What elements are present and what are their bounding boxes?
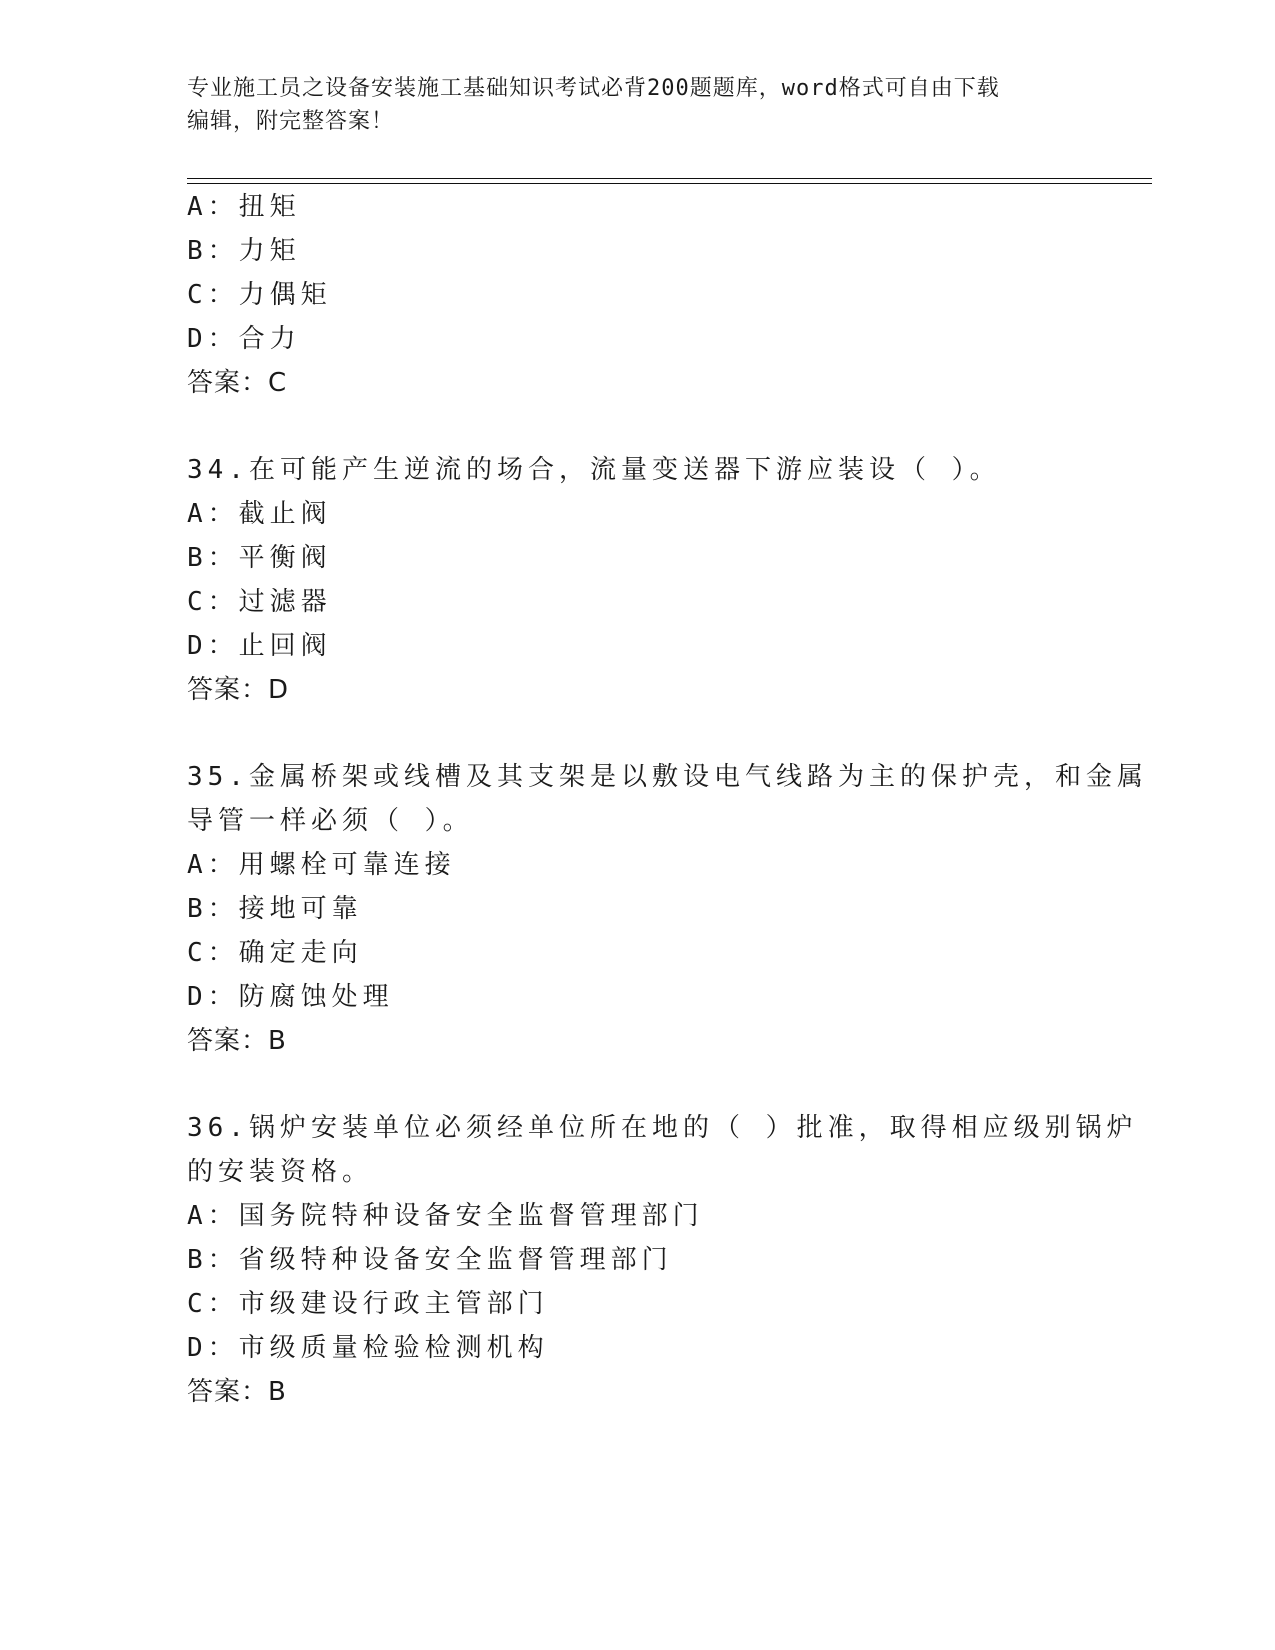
header-line-1: 专业施工员之设备安装施工基础知识考试必背200题题库，word格式可自由下载	[187, 76, 1000, 101]
q34-option-c: C：过滤器	[187, 587, 332, 617]
q35-option-d: D：防腐蚀处理	[187, 982, 394, 1012]
q34-option-d: D：止回阀	[187, 631, 332, 661]
q35-stem-line-2: 导管一样必须（ ）。	[187, 806, 474, 836]
document-header	[187, 72, 1087, 138]
header-divider-top	[187, 178, 1152, 179]
q33-option-c: C：力偶矩	[187, 280, 332, 310]
header-line-2: 编辑，附完整答案！	[187, 109, 395, 134]
q36-option-a: A：国务院特种设备安全监督管理部门	[187, 1201, 704, 1231]
q33-option-d: D：合力	[187, 324, 301, 354]
q35-option-c: C：确定走向	[187, 938, 363, 968]
q35-stem-line-1: 35.金属桥架或线槽及其支架是以敷设电气线路为主的保护壳，和金属	[187, 762, 1148, 792]
q34-stem-line-1: 34.在可能产生逆流的场合，流量变送器下游应装设（ ）。	[187, 455, 1001, 485]
q34-option-b: B：平衡阀	[187, 543, 332, 573]
q36-option-d: D：市级质量检验检测机构	[187, 1333, 549, 1363]
q35-option-b: B：接地可靠	[187, 894, 363, 924]
q34-option-a: A：截止阀	[187, 499, 332, 529]
q36-stem-line-2: 的安装资格。	[187, 1157, 374, 1187]
q36-stem-line-1: 36.锅炉安装单位必须经单位所在地的（ ）批准，取得相应级别锅炉	[187, 1113, 1138, 1143]
q35-answer: 答案：B	[187, 1026, 287, 1056]
q34-answer: 答案：D	[187, 675, 290, 705]
q35-option-a: A：用螺栓可靠连接	[187, 850, 456, 880]
header-divider-bottom	[187, 183, 1152, 184]
q33-option-a: A：扭矩	[187, 192, 301, 222]
q33-option-b: B：力矩	[187, 236, 301, 266]
q36-option-b: B：省级特种设备安全监督管理部门	[187, 1245, 673, 1275]
q36-option-c: C：市级建设行政主管部门	[187, 1289, 549, 1319]
q33-answer: 答案：C	[187, 368, 288, 398]
q36-answer: 答案：B	[187, 1377, 287, 1407]
